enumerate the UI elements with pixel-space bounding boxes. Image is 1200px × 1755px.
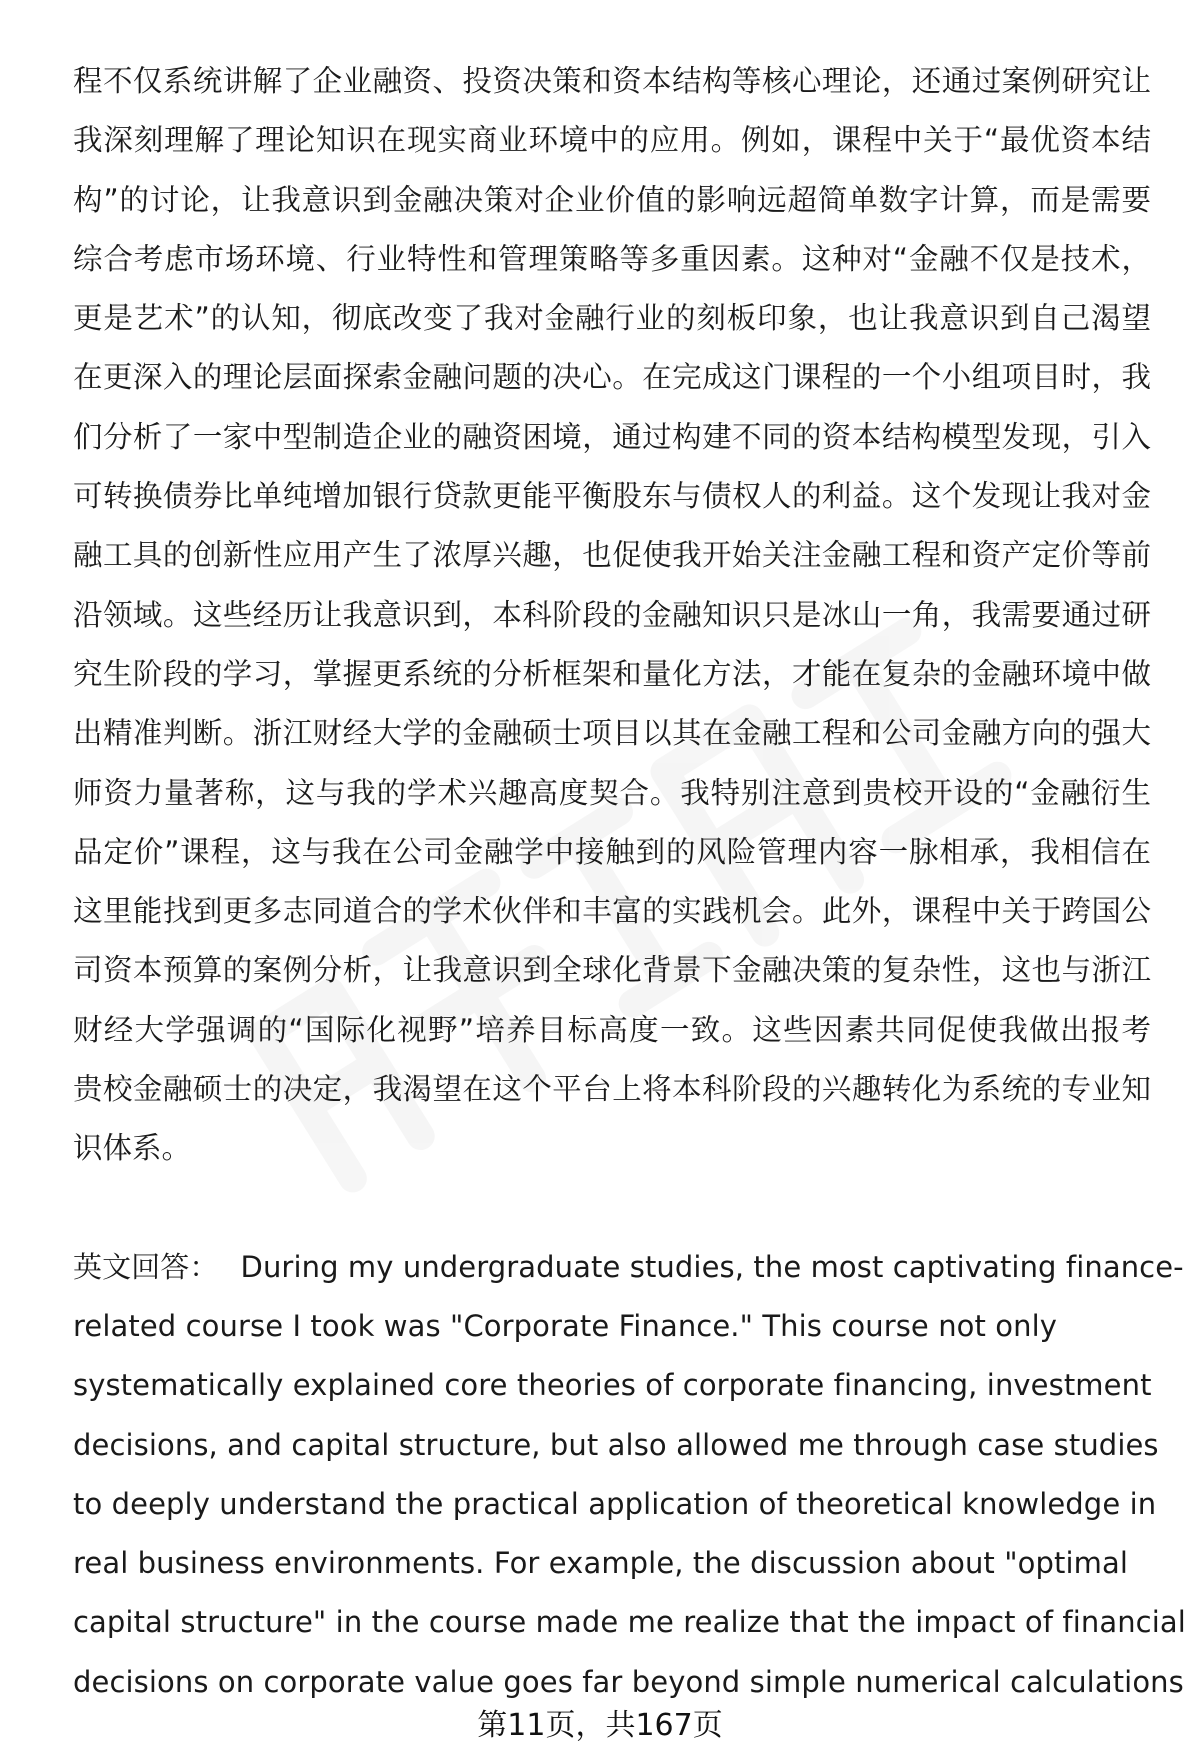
paragraph-line: 品定价”课程，这与我在公司金融学中接触到的风险管理内容一脉相承，我相信在: [73, 834, 1151, 869]
paragraph-line: 综合考虑市场环境、行业特性和管理策略等多重因素。这种对“金融不仅是技术，: [73, 241, 1151, 276]
paragraph-line: 师资力量著称，这与我的学术兴趣高度契合。我特别注意到贵校开设的“金融衍生: [73, 775, 1151, 810]
english-answer-label: 英文回答：: [73, 1249, 219, 1284]
paragraph-line: 出精准判断。浙江财经大学的金融硕士项目以其在金融工程和公司金融方向的强大: [73, 716, 1151, 751]
paragraph-line: 识体系。: [73, 1131, 192, 1166]
paragraph-line: decisions, and capital structure, but also allowed me through case studies: [73, 1427, 1159, 1462]
paragraph-line: 可转换债券比单纯增加银行贷款更能平衡股东与债权人的利益。这个发现让我对金: [73, 479, 1151, 514]
paragraph-line: 融工具的创新性应用产生了浓厚兴趣，也促使我开始关注金融工程和资产定价等前: [73, 538, 1151, 573]
paragraph-line: 在更深入的理论层面探索金融问题的决心。在完成这门课程的一个小组项目时，我: [73, 360, 1151, 395]
paragraph-line: 构”的讨论，让我意识到金融决策对企业价值的影响远超简单数字计算，而是需要: [73, 182, 1151, 217]
paragraph-spacer: [73, 1179, 1151, 1238]
paragraph-line: 贵校金融硕士的决定，我渴望在这个平台上将本科阶段的兴趣转化为系统的专业知: [73, 1072, 1151, 1107]
paragraph-line: related course I took was "Corporate Finance." This course not only: [73, 1308, 1058, 1343]
paragraph-line: real business environments. For example, the discussion about "optimal: [73, 1546, 1129, 1581]
paragraph-line: 究生阶段的学习，掌握更系统的分析框架和量化方法，才能在复杂的金融环境中做: [73, 656, 1151, 691]
paragraph-line: 这里能找到更多志同道合的学术伙伴和丰富的实践机会。此外，课程中关于跨国公: [73, 894, 1151, 929]
paragraph-line: 财经大学强调的“国际化视野”培养目标高度一致。这些因素共同促使我做出报考: [73, 1012, 1151, 1047]
english-answer-first-line: [73, 1238, 1184, 1297]
paragraph-line: 们分析了一家中型制造企业的融资困境，通过构建不同的资本结构模型发现，引入: [73, 419, 1151, 454]
paragraph-line: 沿领域。这些经历让我意识到，本科阶段的金融知识只是冰山一角，我需要通过研: [73, 597, 1151, 632]
paragraph-line: systematically explained core theories of corporate financing, investment: [73, 1368, 1152, 1403]
paragraph-line: capital structure" in the course made me realize that the impact of financial: [73, 1605, 1186, 1640]
paragraph-line: 程不仅系统讲解了企业融资、投资决策和资本结构等核心理论，还通过案例研究让: [73, 64, 1151, 98]
paragraph-line: 司资本预算的案例分析，让我意识到全球化背景下金融决策的复杂性，这也与浙江: [73, 953, 1151, 988]
paragraph-line: decisions on corporate value goes far beyond simple numerical calculations: [73, 1664, 1184, 1699]
paragraph-line: 更是艺术”的认知，彻底改变了我对金融行业的刻板印象，也让我意识到自己渴望: [73, 301, 1151, 336]
paragraph-line: 我深刻理解了理论知识在现实商业环境中的应用。例如，课程中关于“最优资本结: [73, 123, 1151, 158]
page-number: 第11页，共167页: [477, 1708, 723, 1743]
paragraph-line-text: During my undergraduate studies, the most captivating finance-: [240, 1249, 1184, 1284]
document-body: [73, 52, 1186, 1712]
paragraph-line: to deeply understand the practical application of theoretical knowledge in: [73, 1486, 1157, 1521]
